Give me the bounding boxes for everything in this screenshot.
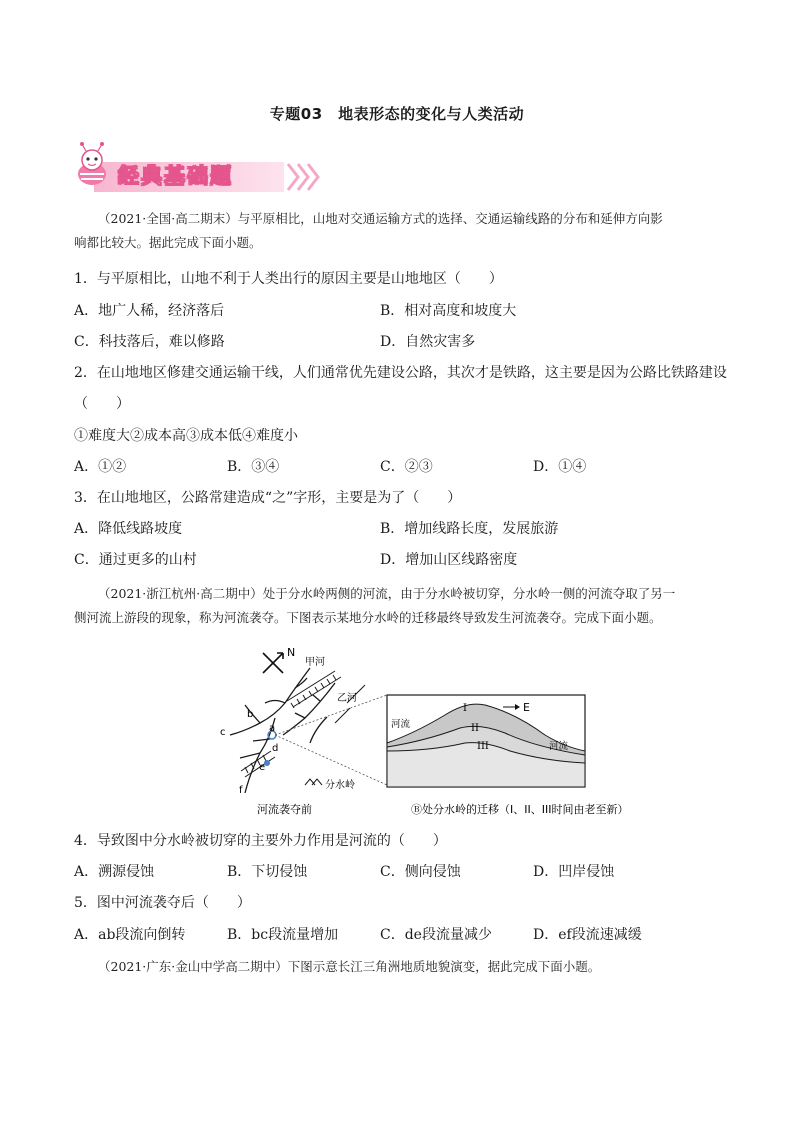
point-label: a <box>269 723 276 734</box>
option[interactable]: D．ef段流速减缓 <box>533 927 642 943</box>
point-label: d <box>272 743 279 754</box>
option[interactable]: C．科技落后，难以修路 <box>74 334 225 350</box>
option[interactable]: A．地广人稀，经济落后 <box>74 303 225 319</box>
option[interactable]: D．自然灾害多 <box>380 334 476 350</box>
point-label: e <box>259 762 266 773</box>
stage-label: III <box>477 741 489 752</box>
intro-text: 侧河流上游段的现象，称为河流袭夺。下图表示某地分水岭的迁移最终导致发生河流袭夺。完成下面小题。 <box>74 610 662 625</box>
intro-text: （2021·浙江杭州·高二期中）处于分水岭两侧的河流，由于分水岭被切穿，分水岭一侧的河流夺取了另一 <box>98 586 676 601</box>
river-jia-label: 甲河 <box>305 657 325 668</box>
map-caption: 河流袭夺前 <box>257 803 312 816</box>
question-stem-cont: （ ） <box>74 396 130 412</box>
option[interactable]: B．增加线路长度，发展旅游 <box>380 521 559 537</box>
question-stem: 1．与平原相比，山地不利于人类出行的原因主要是山地地区（ ） <box>74 271 503 287</box>
chevron-icon <box>288 164 318 190</box>
north-label: N <box>287 646 296 659</box>
option[interactable]: C．de段流量减少 <box>380 927 492 943</box>
river-network <box>230 668 335 793</box>
stage-label: I <box>463 703 467 714</box>
option[interactable]: B．相对高度和坡度大 <box>380 303 517 319</box>
question-note: ①难度大②成本高③成本低④难度小 <box>74 428 298 444</box>
question-stem: 3．在山地地区，公路常建造成“之”字形，主要是为了（ ） <box>74 490 462 506</box>
profile-river-right: 河流 <box>549 741 569 752</box>
option[interactable]: B．bc段流量增加 <box>227 927 339 943</box>
profile-caption: Ⓑ处分水岭的迁移（I、II、III时间由老至新） <box>411 803 629 816</box>
option[interactable]: A．ab段流向倒转 <box>74 927 186 943</box>
option[interactable]: C．侧向侵蚀 <box>380 864 461 880</box>
callout-lines <box>275 695 387 785</box>
page-title: 专题03 地表形态的变化与人类活动 <box>269 105 525 123</box>
profile-river-left: 河流 <box>391 719 411 730</box>
north-arrow-icon <box>263 653 283 673</box>
intro-text: （2021·全国·高二期末）与平原相比，山地对交通运输方式的选择、交通运输线路的分布和延伸方向影 <box>98 211 663 226</box>
intro-text: （2021·广东·金山中学高二期中）下图示意长江三角洲地质地貌演变，据此完成下面小题。 <box>98 959 601 974</box>
bee-icon <box>78 142 106 185</box>
point-label: f <box>239 785 243 796</box>
question-stem: 4．导致图中分水岭被切穿的主要外力作用是河流的（ ） <box>74 833 447 849</box>
east-label: E <box>523 701 530 714</box>
option[interactable]: C．通过更多的山村 <box>74 552 197 568</box>
divide-legend-icon <box>305 779 322 785</box>
option[interactable]: B．下切侵蚀 <box>227 864 308 880</box>
option[interactable]: A．降低线路坡度 <box>74 521 183 537</box>
question-stem: 2．在山地地区修建交通运输干线，人们通常优先建设公路，其次才是铁路，这主要是因为公路比铁路建设 <box>74 365 727 381</box>
point-label: c <box>220 727 226 738</box>
option[interactable]: B．③④ <box>227 459 280 475</box>
stage-label: II <box>471 723 479 734</box>
option[interactable]: A．①② <box>74 459 127 475</box>
option[interactable]: D．凹岸侵蚀 <box>533 864 615 880</box>
divide-legend-label: 分水岭 <box>325 780 355 791</box>
option[interactable]: C．②③ <box>380 459 433 475</box>
river-yi-label: 乙河 <box>337 693 357 704</box>
option[interactable]: D．增加山区线路密度 <box>380 552 518 568</box>
banner-title: 经典基础题 <box>118 164 233 188</box>
point-label: b <box>247 709 254 720</box>
question-stem: 5．图中河流袭夺后（ ） <box>74 895 251 911</box>
option[interactable]: D．①④ <box>533 459 587 475</box>
intro-text: 响都比较大。据此完成下面小题。 <box>74 235 262 250</box>
river-capture-figure <box>215 643 629 823</box>
option[interactable]: A．溯源侵蚀 <box>74 864 155 880</box>
